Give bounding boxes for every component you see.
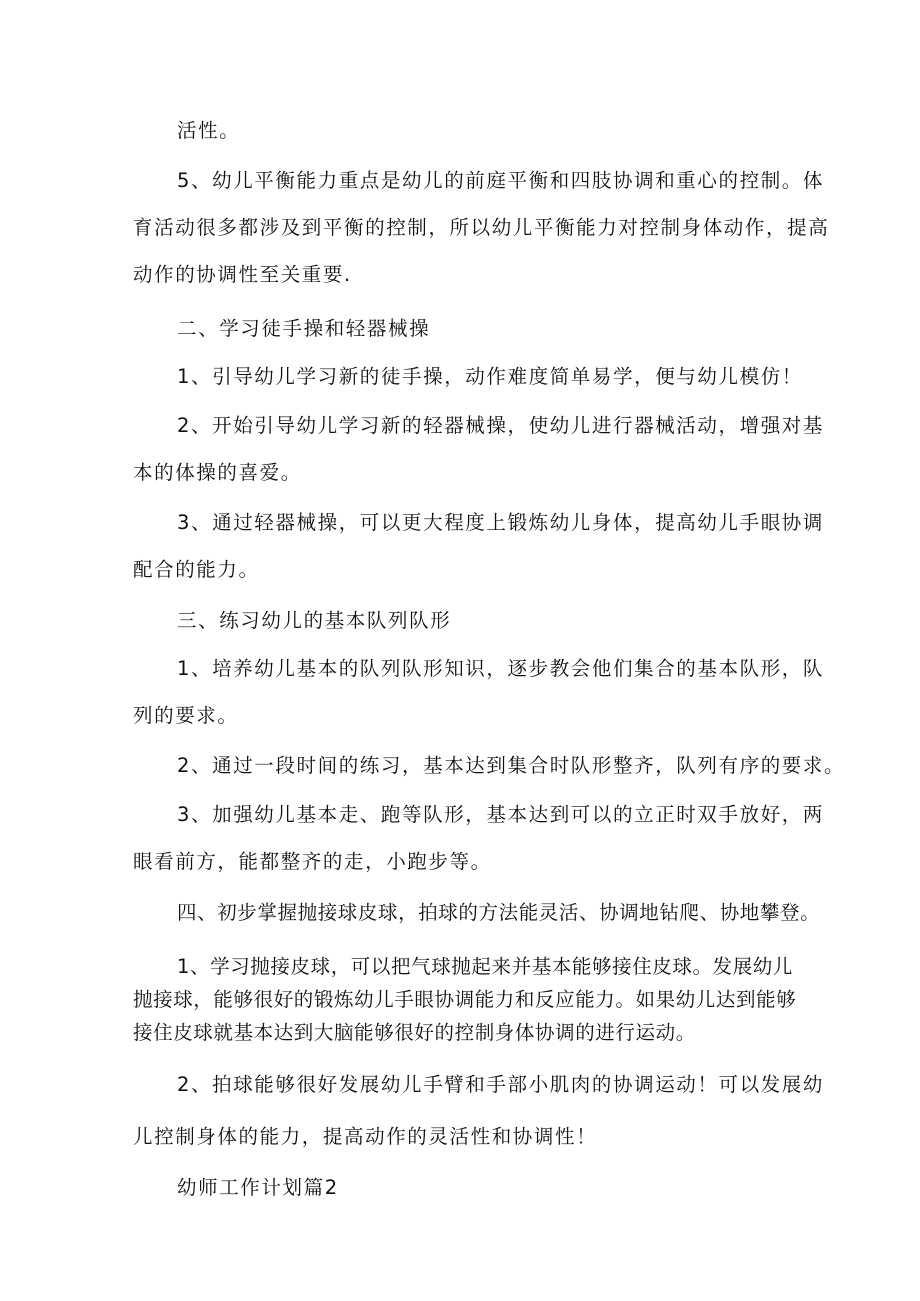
- text-line: 列的要求。: [133, 704, 239, 727]
- text-line: 2、开始引导幼儿学习新的轻器械操，使幼儿进行器械活动，增强对基: [177, 414, 825, 437]
- section-heading-3: [133, 597, 793, 644]
- text-line: 配合的能力。: [133, 558, 260, 581]
- paragraph-item-3: [133, 791, 825, 885]
- section-heading-4: [133, 889, 821, 936]
- paragraph-item-1: [133, 950, 797, 1049]
- text-line: 1、学习抛接皮球，可以把气球抛起来并基本能够接住皮球。发展幼儿: [177, 955, 794, 978]
- paragraph-fragment: [133, 107, 793, 154]
- text-line: 眼看前方，能都整齐的走，小跑步等。: [133, 850, 492, 873]
- heading-text: 四、初步掌握抛接球皮球，拍球的方法能灵活、协调地钻爬、协地攀登。: [177, 901, 821, 924]
- text-line: 动作的协调性至关重要.: [133, 263, 352, 286]
- text-line: 1、培养幼儿基本的队列队形知识，逐步教会他们集合的基本队形，队: [177, 657, 825, 680]
- text-line: 本的体操的喜爱。: [133, 461, 302, 484]
- paragraph-item-2: [133, 742, 846, 789]
- paragraph-item-2: [133, 402, 825, 496]
- text-line: 3、通过轻器械操，可以更大程度上锻炼幼儿身体，提高幼儿手眼协调: [177, 511, 825, 534]
- heading-text: 二、学习徒手操和轻器械操: [177, 317, 431, 340]
- text-line: 活性。: [177, 119, 241, 142]
- text-line: 5、幼儿平衡能力重点是幼儿的前庭平衡和四肢协调和重心的控制。体: [177, 169, 825, 192]
- heading-text: 幼师工作计划篇2: [177, 1176, 339, 1199]
- text-line: 接住皮球就基本达到大脑能够很好的控制身体协调的进行运动。: [133, 1021, 696, 1044]
- text-line: 2、拍球能够很好发展幼儿手臂和手部小肌肉的协调运动！可以发展幼: [177, 1073, 825, 1096]
- paragraph-item-1: [133, 353, 803, 400]
- section-heading-2: [133, 305, 793, 352]
- paragraph-item-1: [133, 645, 825, 739]
- text-line: 育活动很多都涉及到平衡的控制，所以幼儿平衡能力对控制身体动作，提高: [133, 216, 830, 239]
- section-heading-plan-2: [133, 1164, 793, 1211]
- heading-text: 三、练习幼儿的基本队列队形: [177, 609, 452, 632]
- text-line: 3、加强幼儿基本走、跑等队形，基本达到可以的立正时双手放好，两: [177, 803, 825, 826]
- text-line: 1、引导幼儿学习新的徒手操，动作难度简单易学，便与幼儿模仿！: [177, 365, 803, 388]
- paragraph-balance: [133, 157, 830, 298]
- text-line: 抛接球，能够很好的锻炼幼儿手眼协调能力和反应能力。如果幼儿达到能够: [133, 988, 797, 1011]
- paragraph-item-3: [133, 499, 825, 593]
- paragraph-item-2: [133, 1059, 825, 1163]
- text-line: 2、通过一段时间的练习，基本达到集合时队形整齐，队列有序的要求。: [177, 754, 846, 777]
- text-line: 儿控制身体的能力，提高动作的灵活性和协调性！: [133, 1125, 598, 1148]
